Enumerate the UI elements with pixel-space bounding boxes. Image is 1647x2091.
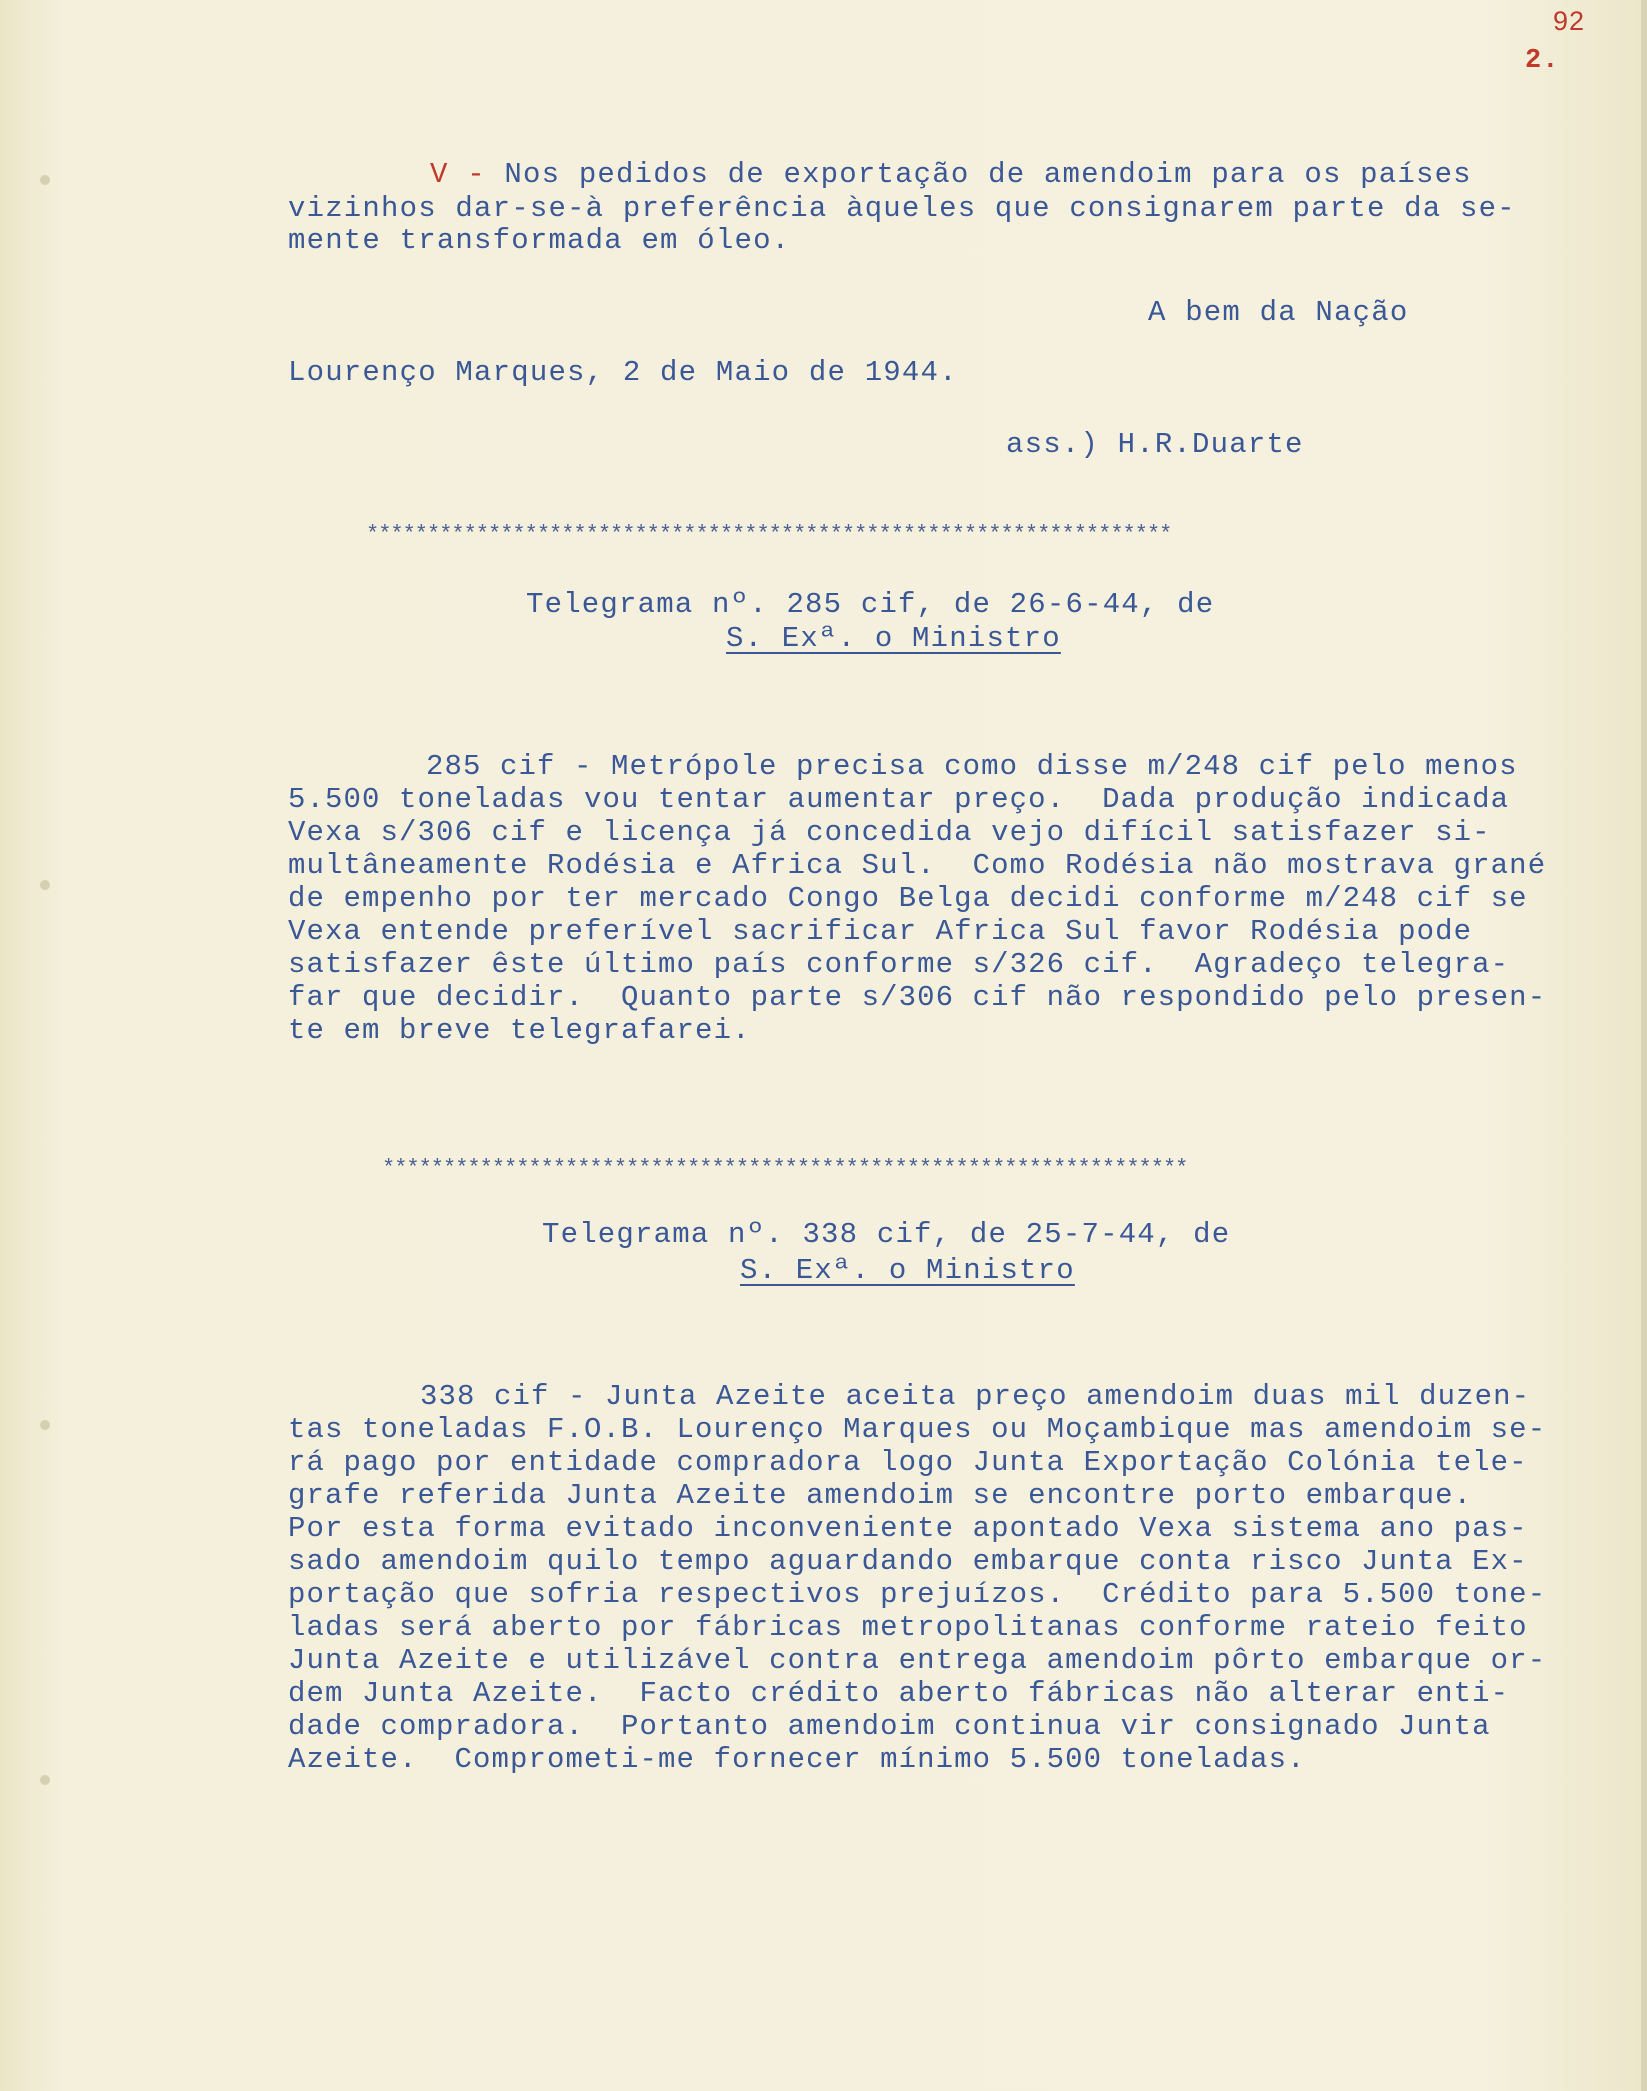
binding-hole (40, 880, 50, 890)
telegram-1-body (288, 750, 1647, 1047)
telegram-1-line: 5.500 toneladas vou tentar aumentar preço. Dada produção indicada (288, 783, 1510, 816)
telegram-2-line: Azeite. Comprometi-me fornecer mínimo 5.500 toneladas. (288, 1743, 1306, 1776)
telegram-1-line: Vexa entende preferível sacrificar Africa Sul favor Rodésia pode (288, 915, 1473, 948)
telegram-2-line: Por esta forma evitado inconveniente apontado Vexa sistema ano pas- (288, 1512, 1528, 1545)
binding-hole (40, 1420, 50, 1430)
section-v-line-1: V - Nos pedidos de exportação de amendoim para os países (430, 158, 1472, 191)
separator-1: ****************************************************************** (366, 522, 1172, 547)
separator-2: ****************************************************************** (382, 1156, 1188, 1181)
telegram-1-line: far que decidir. Quanto parte s/306 cif não respondido pelo presen- (288, 981, 1547, 1014)
telegram-2-line: tas toneladas F.O.B. Lourenço Marques ou Moçambique mas amendoim se- (288, 1413, 1547, 1446)
telegram-1-sender: S. Exª. o Ministro (726, 622, 1061, 655)
telegram-2-heading: Telegrama nº. 338 cif, de 25-7-44, de (542, 1218, 1231, 1251)
telegram-2-line: dem Junta Azeite. Facto crédito aberto fábricas não alterar enti- (288, 1677, 1510, 1710)
telegram-1-line: te em breve telegrafarei. (288, 1014, 751, 1047)
telegram-2-sender: S. Exª. o Ministro (740, 1254, 1075, 1287)
place-date: Lourenço Marques, 2 de Maio de 1944. (288, 356, 958, 389)
telegram-2-line: dade compradora. Portanto amendoim continua vir consignado Junta (288, 1710, 1491, 1743)
signature: ass.) H.R.Duarte (1006, 428, 1304, 461)
telegram-2-body (288, 1380, 1647, 1776)
telegram-2-line: Junta Azeite e utilizável contra entrega amendoim pôrto embarque or- (288, 1644, 1547, 1677)
section-v-line-2: vizinhos dar-se-à preferência àqueles que consignarem parte da se- (288, 192, 1516, 225)
telegram-1-line: de empenho por ter mercado Congo Belga decidi conforme m/248 cif se (288, 882, 1528, 915)
telegram-1-line: 285 cif - Metrópole precisa como disse m/248 cif pelo menos (426, 750, 1518, 783)
section-v-line-3: mente transformada em óleo. (288, 224, 791, 257)
page-number-handwritten: 92 (1553, 6, 1586, 36)
binding-hole (40, 175, 50, 185)
binding-hole (40, 1775, 50, 1785)
telegram-1-line: multâneamente Rodésia e Africa Sul. Como Rodésia não mostrava grané (288, 849, 1547, 882)
salutation: A bem da Nação (1148, 296, 1409, 329)
page-number-typed: 2. (1525, 46, 1560, 76)
telegram-2-line: rá pago por entidade compradora logo Junta Exportação Colónia tele- (288, 1446, 1528, 1479)
telegram-2-line: ladas será aberto por fábricas metropolitanas conforme rateio feito (288, 1611, 1528, 1644)
telegram-2-line: grafe referida Junta Azeite amendoim se encontre porto embarque. (288, 1479, 1473, 1512)
telegram-1-line: Vexa s/306 cif e licença já concedida vejo difícil satisfazer si- (288, 816, 1491, 849)
telegram-1-line: satisfazer êste último país conforme s/326 cif. Agradeço telegra- (288, 948, 1510, 981)
telegram-2-line: sado amendoim quilo tempo aguardando embarque conta risco Junta Ex- (288, 1545, 1528, 1578)
section-v-marker: V - (430, 158, 486, 191)
telegram-2-line: portação que sofria respectivos prejuízos. Crédito para 5.500 tone- (288, 1578, 1547, 1611)
telegram-2-line: 338 cif - Junta Azeite aceita preço amendoim duas mil duzen- (420, 1380, 1531, 1413)
telegram-1-heading: Telegrama nº. 285 cif, de 26-6-44, de (526, 588, 1215, 621)
